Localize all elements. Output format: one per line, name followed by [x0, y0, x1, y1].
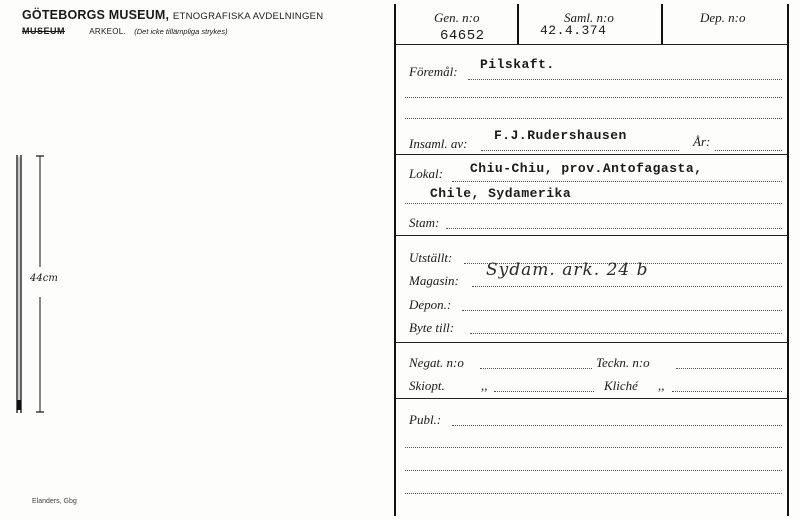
lokal-line-2: [405, 203, 782, 204]
foremal-line: [468, 79, 782, 80]
lokal-line: [452, 181, 782, 182]
arkeol-label: ARKEOL.: [89, 27, 127, 36]
right-border: [787, 4, 789, 516]
depon-line: [462, 310, 782, 311]
measure-label: 44cm: [30, 273, 58, 284]
dep-label: Dep. n:o: [700, 10, 746, 25]
struck-word: MUSEUM: [22, 26, 65, 36]
lokal-label: Lokal:: [409, 166, 443, 181]
saml-label: Saml. n:o: [564, 10, 614, 25]
rule-5: [396, 398, 788, 399]
publ-line-4: [405, 493, 782, 494]
skiopt-line: [494, 391, 594, 392]
publ-label: Publ.:: [409, 412, 442, 427]
skiopt-label: Skiopt.: [409, 378, 445, 393]
header-subline: [22, 26, 228, 36]
stam-label: Stam:: [409, 215, 440, 230]
header-divider-2: [661, 4, 663, 44]
insaml-label: Insaml. av:: [409, 136, 468, 151]
lokal-value-2: Chile, Sydamerika: [430, 186, 572, 201]
rule-4: [396, 342, 788, 343]
department-name: ETNOGRAFISKA AVDELNINGEN: [172, 11, 324, 22]
teckn-label: Teckn. n:o: [596, 355, 650, 370]
printer-imprint: Elanders, Gbg: [32, 498, 77, 505]
ditto-mark-2: ,,: [658, 378, 665, 393]
measure-line: [36, 155, 44, 413]
publ-line-3: [405, 470, 782, 471]
insaml-value: F.J.Rudershausen: [494, 128, 627, 143]
teckn-line: [676, 368, 782, 369]
rule-2: [396, 154, 788, 155]
publ-line-1: [452, 425, 782, 426]
saml-value: 42.4.374: [540, 23, 607, 38]
strike-note: (Det icke tillämpliga strykes): [134, 27, 228, 36]
utstallt-label: Utställt:: [409, 250, 453, 265]
lokal-value-1: Chiu-Chiu, prov.Antofagasta,: [470, 161, 703, 176]
gen-label: Gen. n:o: [434, 10, 480, 25]
publ-line-2: [405, 447, 782, 448]
depon-label: Depon.:: [409, 297, 452, 312]
kliche-label: Kliché: [604, 378, 638, 393]
rule-3: [396, 235, 788, 236]
stam-line: [446, 228, 782, 229]
magasin-value: Sydam. ark. 24 b: [486, 260, 649, 280]
byte-line: [470, 333, 782, 334]
ditto-mark-1: ,,: [481, 378, 488, 393]
header-rule: [396, 44, 788, 45]
foremal-label: Föremål:: [409, 64, 458, 79]
magasin-label: Magasin:: [409, 273, 459, 288]
museum-name: GÖTEBORGS MUSEUM,: [22, 8, 170, 22]
fold-line: [394, 4, 396, 516]
ar-label: År:: [693, 134, 711, 149]
insaml-line: [481, 150, 679, 151]
foremal-line-2: [405, 97, 782, 98]
negat-label: Negat. n:o: [409, 355, 464, 370]
header-divider-1: [517, 4, 519, 44]
arrow-shaft-drawing: [15, 155, 23, 413]
byte-label: Byte till:: [409, 320, 455, 335]
kliche-line: [672, 391, 782, 392]
magasin-line: [472, 286, 782, 287]
foremal-value: Pilskaft.: [480, 57, 555, 72]
foremal-line-3: [405, 118, 782, 119]
museum-header: [22, 8, 323, 22]
negat-line: [480, 368, 592, 369]
gen-value: 64652: [440, 28, 485, 44]
ar-line: [715, 150, 782, 151]
